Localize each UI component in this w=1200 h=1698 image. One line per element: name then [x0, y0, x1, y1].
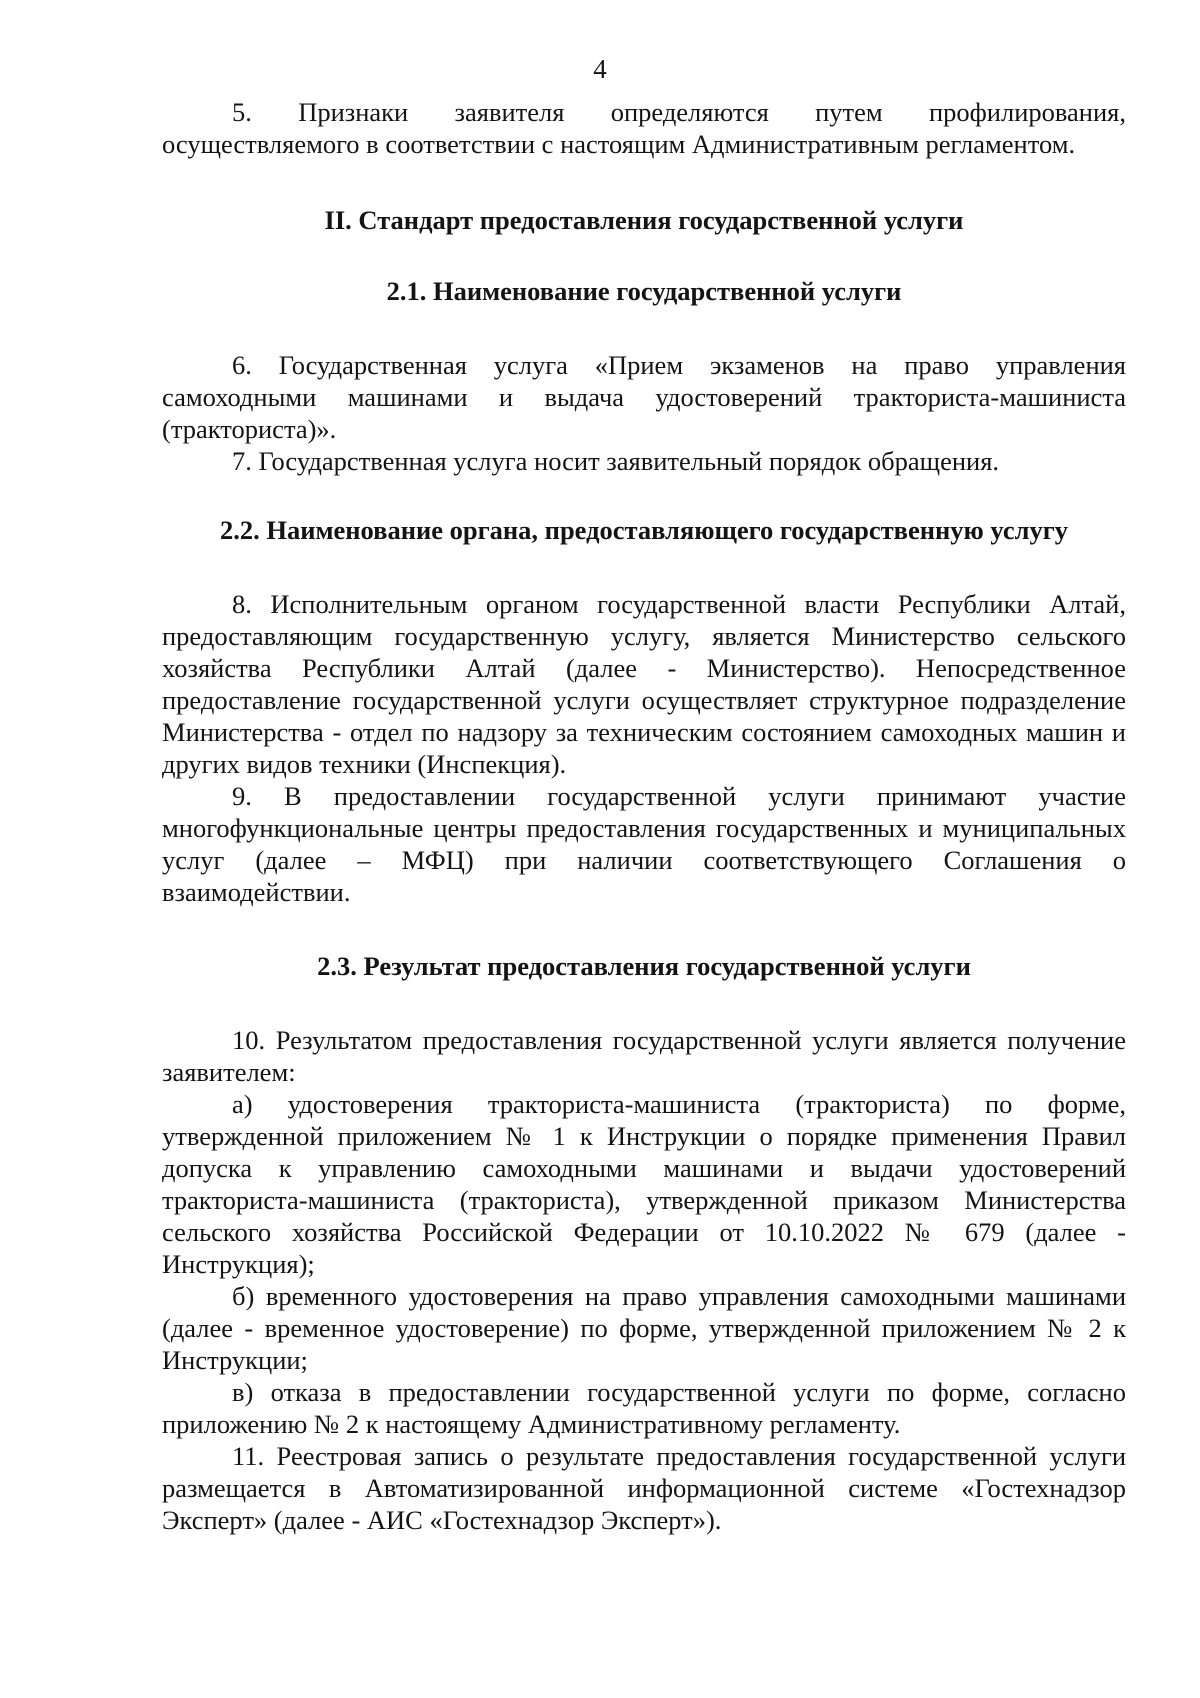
paragraph-10-v: в) отказа в предоставлении государственной услуги по форме, согласно приложению № 2 к настоящему Административному регламенту.: [162, 1377, 1126, 1439]
subsection-heading-2-3: 2.3. Результат предоставления государственной услуги: [317, 951, 971, 981]
paragraph-11: 11. Реестровая запись о результате предоставления государственной услуги размещается в Автоматизированной информационной системе «Гостехнадзор Эксперт» (далее - АИС «Гостехнадзор Эксперт»).: [162, 1441, 1126, 1535]
subsection-heading-2-1: 2.1. Наименование государственной услуги: [386, 276, 902, 306]
page-number: 4: [593, 54, 607, 84]
section-heading-ii: II. Стандарт предоставления государственной услуги: [324, 205, 964, 235]
paragraph-9: 9. В предоставлении государственной услуги принимают участие многофункциональные центры предоставления государственных и муниципальных услуг (далее – МФЦ) при наличии соответствующего Соглашения о взаимодействии.: [162, 781, 1126, 907]
paragraph-10-a: а) удостоверения тракториста-машиниста (тракториста) по форме, утвержденной приложением № 1 к Инструкции о порядке применения Правил допуска к управлению самоходными машинами и выдачи удостоверений тракториста-машиниста (тракториста), утвержденной приказом Министерства сельского хозяйства Российской Федерации от 10.10.2022 № 679 (далее - Инструкция);: [162, 1089, 1126, 1279]
paragraph-10-b: б) временного удостоверения на право управления самоходными машинами (далее - временное удостоверение) по форме, утвержденной приложением № 2 к Инструкции;: [162, 1281, 1126, 1375]
document-body: [162, 96, 1126, 1536]
paragraph-6: 6. Государственная услуга «Прием экзаменов на право управления самоходными машинами и выдача удостоверений тракториста-машиниста (тракториста)».: [162, 350, 1126, 444]
paragraph-10: 10. Результатом предоставления государственной услуги является получение заявителем:: [162, 1025, 1126, 1087]
paragraph-7: 7. Государственная услуга носит заявительный порядок обращения.: [232, 446, 1000, 476]
subsection-heading-2-2: 2.2. Наименование органа, предоставляющего государственную услугу: [219, 515, 1069, 545]
paragraph-5: 5. Признаки заявителя определяются путем профилирования, осуществляемого в соответствии с настоящим Административным регламентом.: [162, 97, 1126, 159]
paragraph-8: 8. Исполнительным органом государственной власти Республики Алтай, предоставляющим государственную услугу, является Министерство сельского хозяйства Республики Алтай (далее - Министерство). Непосредственное предоставление государственной услуги осуществляет структурное подразделение Министерства - отдел по надзору за техническим состоянием самоходных машин и других видов техники (Инспекция).: [162, 589, 1126, 779]
